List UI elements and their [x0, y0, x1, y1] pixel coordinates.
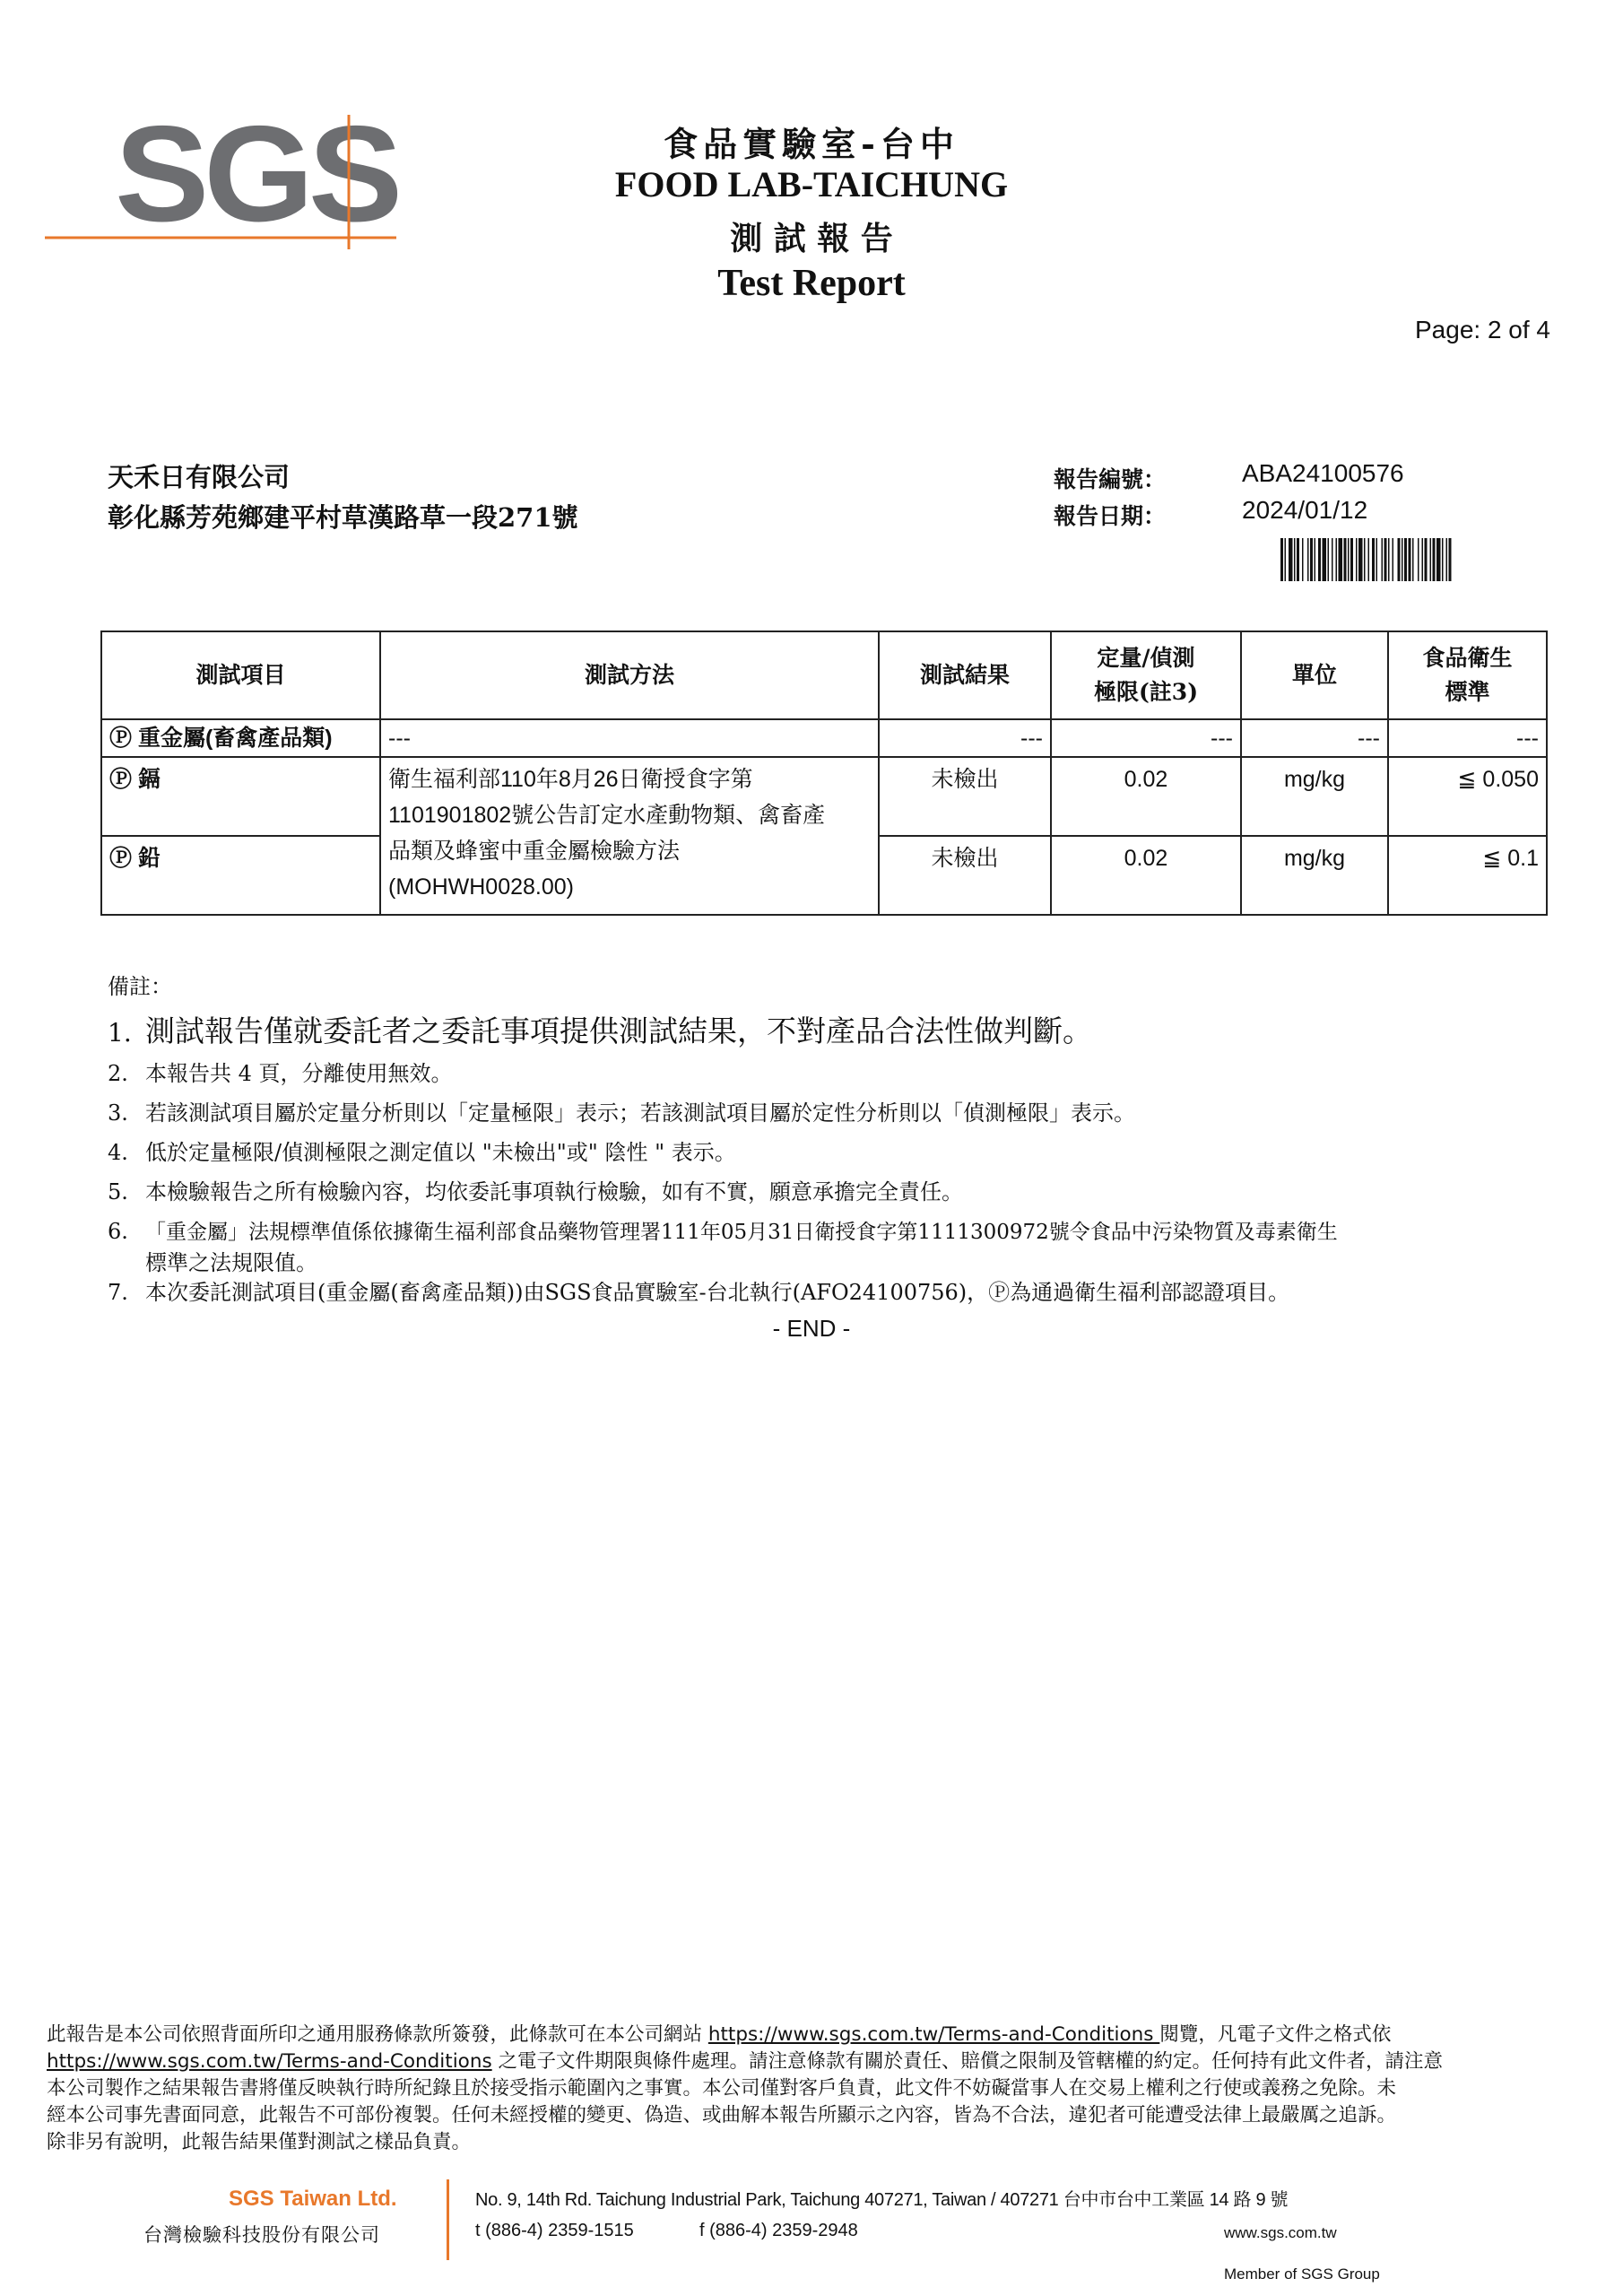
barcode-bar	[1350, 538, 1353, 581]
header-test-item: 測試項目	[101, 631, 380, 719]
note-text: 本報告共 4 頁，分離使用無效。	[145, 1061, 453, 1086]
header-standard	[1388, 631, 1547, 719]
row-result: 未檢出	[879, 757, 1051, 836]
client-address: 彰化縣芳苑鄉建平村草漢路草一段271號	[108, 502, 578, 533]
row-limit: 0.02	[1051, 757, 1241, 836]
barcode-bar	[1384, 538, 1387, 581]
footer-line: https://www.sgs.com.tw/Terms-and-Conditions 之電子文件期限與條件處理。請注意條款有關於責任、賠償之限制及管轄權的約定。任何持有此文件者，請注意	[47, 2050, 1443, 2073]
barcode-bar	[1289, 538, 1293, 581]
note-item	[108, 1137, 736, 1168]
notes-title: 備註：	[108, 974, 172, 999]
note-number: 2.	[108, 1061, 128, 1086]
page-number: Page: 2 of 4	[1415, 316, 1551, 344]
footer-line: 經本公司事先書面同意，此報告不可部份複製。任何未經授權的變更、偽造、或曲解本報告所顯示之內容，皆為不合法，違犯者可能遭受法律上最嚴厲之追訴。	[47, 2104, 1397, 2126]
row-unit: ---	[1241, 719, 1388, 757]
header-unit: 單位	[1241, 631, 1388, 719]
note-text: 測試報告僅就委託者之委託事項提供測試結果，不對產品合法性做判斷。	[145, 1013, 1092, 1048]
footer-line: 此報告是本公司依照背面所印之通用服務條款所簽發，此條款可在本公司網站 https://www.sgs.com.tw/Terms-and-Conditions 閱覽，凡電子文件之格式依	[47, 2023, 1392, 2046]
row-unit: mg/kg	[1241, 836, 1388, 915]
report-date: 2024/01/12	[1242, 496, 1368, 524]
client-name: 天禾日有限公司	[108, 462, 291, 492]
row-result: 未檢出	[879, 836, 1051, 915]
barcode-bar	[1348, 538, 1350, 581]
terms-link[interactable]: https://www.sgs.com.tw/Terms-and-Conditions	[707, 2023, 1160, 2046]
report-number-label: 報告編號：	[1054, 466, 1167, 492]
sgs-logo-text: SGS	[115, 115, 398, 249]
row-standard: ---	[1388, 719, 1547, 757]
note-item	[108, 1008, 1092, 1050]
table-row	[101, 757, 1547, 836]
barcode-bar	[1294, 538, 1296, 581]
barcode-bar	[1356, 538, 1358, 581]
header-limit-line1: 定量/偵測	[1097, 645, 1195, 671]
barcode-bar	[1307, 538, 1309, 581]
report-number: ABA24100576	[1242, 459, 1404, 487]
terms-link-2[interactable]: https://www.sgs.com.tw/Terms-and-Conditions	[47, 2050, 492, 2073]
barcode-bar	[1425, 538, 1428, 581]
barcode-bar	[1336, 538, 1338, 581]
barcode-bar	[1382, 538, 1384, 581]
header-limit	[1051, 631, 1241, 719]
barcode-bar	[1433, 538, 1436, 581]
note-number: 3.	[108, 1100, 128, 1126]
barcode-bar	[1280, 538, 1283, 581]
barcode-bar	[1409, 538, 1411, 581]
row-standard: ≦ 0.1	[1388, 836, 1547, 915]
barcode-bar	[1315, 538, 1316, 581]
barcode-bar	[1310, 538, 1313, 581]
barcode-bar	[1323, 538, 1327, 581]
barcode-bar	[1436, 538, 1441, 581]
company-tel: t (886-4) 2359-1515	[475, 2221, 634, 2240]
report-title-zh: 測 試 報 告	[730, 220, 893, 257]
header-limit-line2: 極限(註3)	[1093, 679, 1199, 705]
barcode-bar	[1402, 538, 1403, 581]
note-number: 6.	[108, 1219, 128, 1244]
barcode-bar	[1449, 538, 1452, 581]
table-row	[101, 719, 1547, 757]
barcode-bar	[1364, 538, 1366, 581]
report-date-label: 報告日期：	[1054, 503, 1167, 529]
barcode-bar	[1372, 538, 1375, 581]
barcode-bar	[1285, 538, 1287, 581]
end-marker: - END -	[772, 1315, 851, 1342]
barcode-bar	[1398, 538, 1401, 581]
report-title-en: Test Report	[717, 263, 906, 304]
method-line: (MOHWH0028.00)	[388, 874, 574, 900]
header-test-method: 測試方法	[380, 631, 879, 719]
row-method-detail	[380, 757, 879, 915]
barcode-bar	[1388, 538, 1390, 581]
lab-title-zh: 食品實驗室-台中	[664, 124, 959, 164]
footer-line: 除非另有說明，此報告結果僅對測試之樣品負責。	[47, 2131, 472, 2153]
row-limit: 0.02	[1051, 836, 1241, 915]
note-text: 本檢驗報告之所有檢驗內容，均依委託事項執行檢驗，如有不實，願意承擔完全責任。	[145, 1179, 963, 1205]
header-test-result: 測試結果	[879, 631, 1051, 719]
row-item: Ⓟ 鎘	[101, 757, 380, 836]
note-item	[108, 1058, 453, 1089]
row-item: Ⓟ 重金屬(畜禽產品類)	[101, 719, 380, 757]
note-text: 本次委託測試項目(重金屬(畜禽產品類))由SGS食品實驗室-台北執行(AFO24100756)，Ⓟ為通過衛生福利部認證項目。	[145, 1280, 1290, 1305]
barcode-bar	[1418, 538, 1419, 581]
barcode-bar	[1393, 538, 1394, 581]
row-result: ---	[879, 719, 1051, 757]
barcode-bar	[1412, 538, 1414, 581]
company-fax: f (886-4) 2359-2948	[699, 2221, 858, 2240]
barcode-bar	[1368, 538, 1370, 581]
row-standard: ≦ 0.050	[1388, 757, 1547, 836]
note-number: 1.	[108, 1018, 132, 1048]
barcode-bar	[1358, 538, 1363, 581]
note-item	[108, 1216, 1578, 1278]
note-item	[108, 1177, 963, 1207]
note-item	[108, 1098, 1135, 1128]
barcode-bar	[1376, 538, 1378, 581]
table-header-row	[101, 631, 1547, 719]
barcode-bar	[1422, 538, 1424, 581]
barcode-bar	[1297, 538, 1299, 581]
barcode-bar	[1302, 538, 1304, 581]
company-name-zh: 台灣檢驗科技股份有限公司	[143, 2224, 380, 2246]
barcode	[1280, 538, 1505, 583]
note-number: 4.	[108, 1140, 128, 1165]
company-website[interactable]: www.sgs.com.tw	[1224, 2224, 1337, 2241]
company-name-en: SGS Taiwan Ltd.	[229, 2187, 397, 2211]
footer-line: 本公司製作之結果報告書將僅反映執行時所紀錄且於接受指示範圍內之事實。本公司僅對客戶負責，此文件不妨礙當事人在交易上權利之行使或義務之免除。未	[47, 2077, 1397, 2100]
note-text-cont: 標準之法規限值。	[145, 1250, 317, 1275]
header-standard-line1: 食品衛生	[1422, 645, 1513, 671]
barcode-bar	[1442, 538, 1444, 581]
method-line: 衛生福利部110年8月26日衛授食字第	[388, 767, 753, 792]
note-number: 7.	[108, 1280, 128, 1305]
barcode-bar	[1430, 538, 1432, 581]
lab-title-en: FOOD LAB-TAICHUNG	[614, 164, 1009, 204]
barcode-bar	[1328, 538, 1330, 581]
row-item: Ⓟ 鉛	[101, 836, 380, 915]
note-item	[108, 1277, 1289, 1308]
barcode-bar	[1404, 538, 1407, 581]
note-text: 「重金屬」法規標準值係依據衛生福利部食品藥物管理署111年05月31日衛授食字第1111300972號令食品中污染物質及毒素衛生	[145, 1221, 1338, 1244]
results-table	[100, 631, 1548, 916]
row-limit: ---	[1051, 719, 1241, 757]
method-line: 品類及蜂蜜中重金屬檢驗方法	[388, 839, 681, 864]
member-of-sgs-group: Member of SGS Group	[1224, 2266, 1380, 2283]
note-text: 若該測試項目屬於定量分析則以「定量極限」表示；若該測試項目屬於定性分析則以「偵測極限」表示。	[145, 1100, 1135, 1126]
row-method: ---	[380, 719, 879, 757]
note-number: 5.	[108, 1179, 128, 1205]
note-text: 低於定量極限/偵測極限之測定值以 "未檢出"或" 陰性 " 表示。	[145, 1140, 736, 1165]
method-line: 1101901802號公告訂定水產動物類、禽畜產	[388, 803, 826, 828]
barcode-bar	[1344, 538, 1347, 581]
header-standard-line2: 標準	[1445, 679, 1490, 705]
row-unit: mg/kg	[1241, 757, 1388, 836]
footer-divider	[447, 2179, 449, 2260]
barcode-bar	[1332, 538, 1333, 581]
barcode-bar	[1318, 538, 1321, 581]
barcode-bar	[1446, 538, 1448, 581]
footer-terms	[47, 2022, 1576, 2156]
company-address: No. 9, 14th Rd. Taichung Industrial Park, Taichung 407271, Taiwan / 407271 台中市台中工業區 14 路 9 號	[475, 2190, 1289, 2210]
barcode-bar	[1339, 538, 1343, 581]
